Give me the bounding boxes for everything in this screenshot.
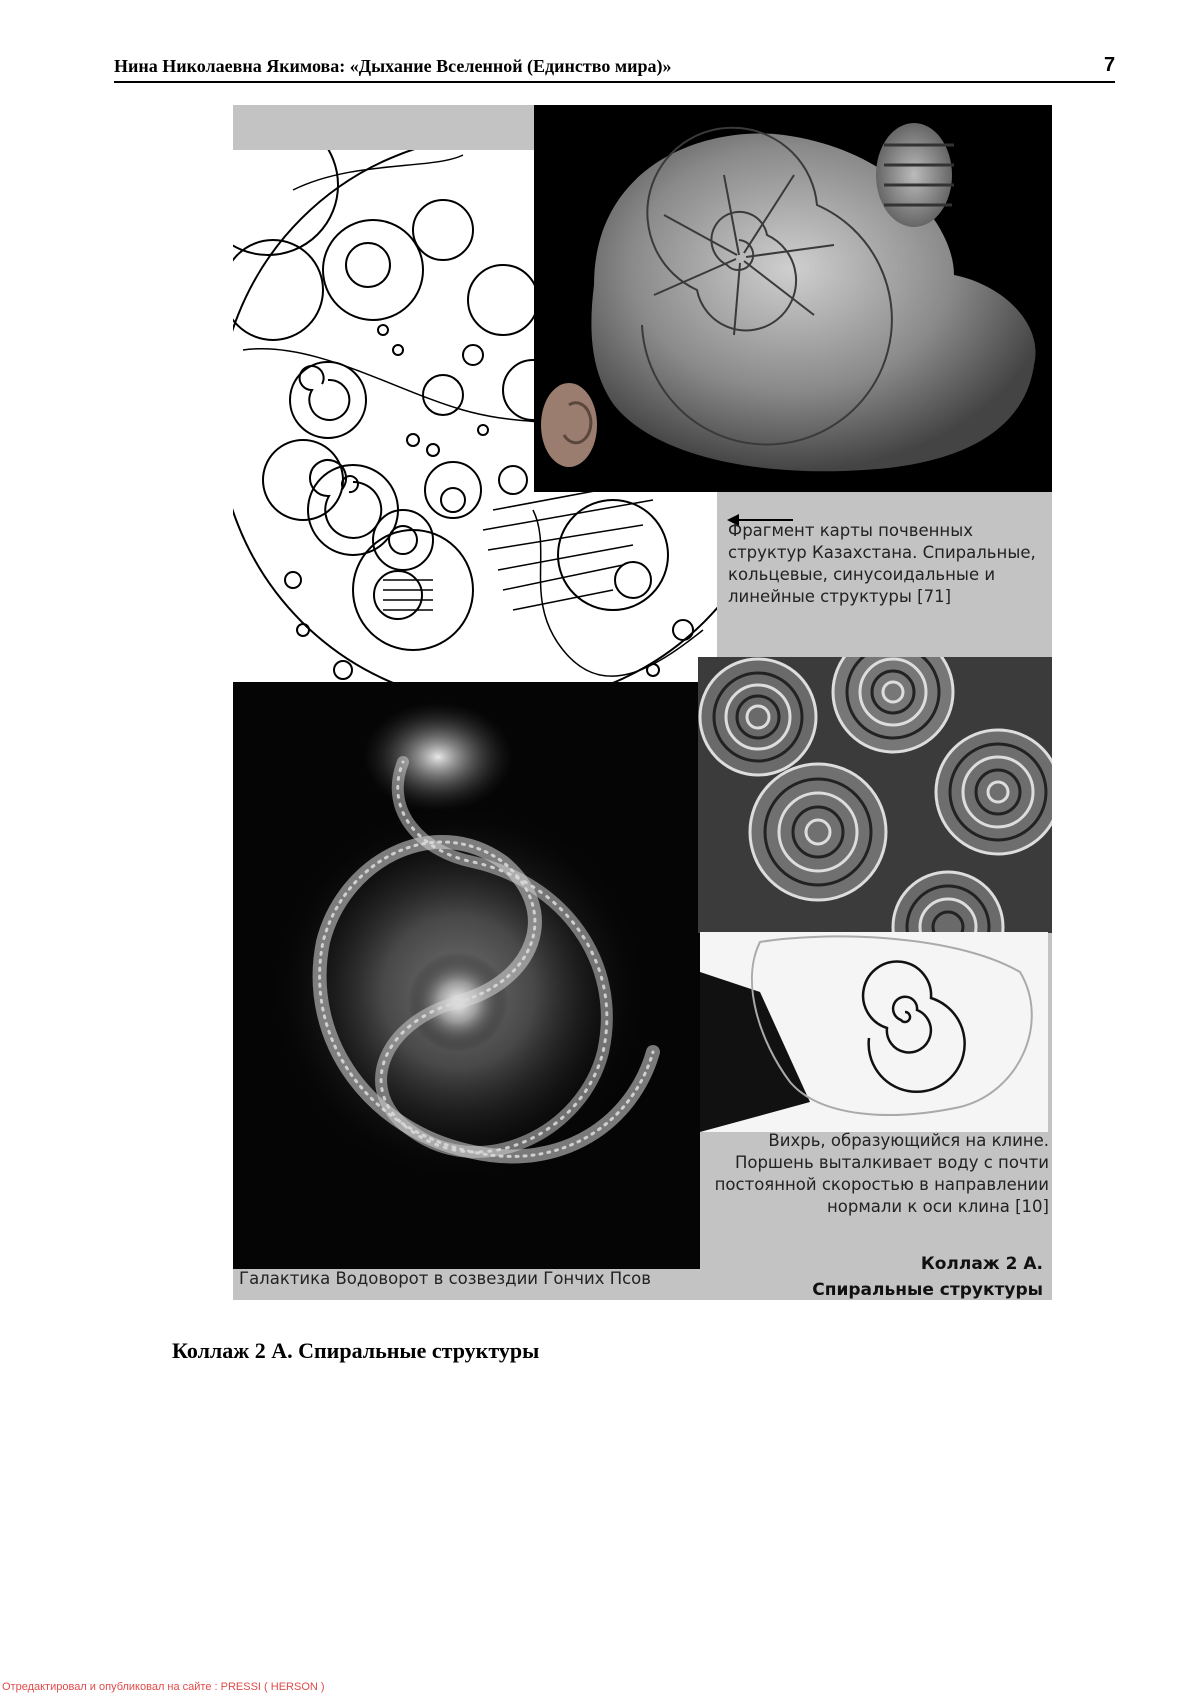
spiral-shells-image (698, 657, 1052, 933)
vortex-caption: Вихрь, образующийся на клине. Поршень выталкивает воду с почти постоянной скоростью в направлении нормали к оси клина [10] (714, 1131, 1049, 1216)
vortex-wedge-image (700, 932, 1048, 1132)
nautilus-shell-image (534, 105, 1052, 492)
running-header-title: Нина Николаевна Якимова: «Дыхание Вселенной (Единство мира)» (114, 56, 672, 76)
collage-label: Коллаж 2 А. Спиральные структуры (812, 1254, 1043, 1300)
footer-credit: Отредактировал и опубликовал на сайте : PRESSI ( HERSON ) (2, 1681, 325, 1693)
galaxy-caption: Галактика Водоворот в созвездии Гончих Псов (239, 1269, 652, 1288)
header-rule (114, 81, 1115, 83)
collage-figure (233, 105, 1052, 1300)
figure-caption: Коллаж 2 А. Спиральные структуры (172, 1338, 540, 1363)
soil-map-caption: Фрагмент карты почвенных структур Казахстана. Спиральные, кольцевые, синусоидальные и линейные структуры [71] (728, 521, 1036, 606)
page-number: 7 (1104, 54, 1116, 76)
whirlpool-galaxy-image (233, 682, 700, 1269)
